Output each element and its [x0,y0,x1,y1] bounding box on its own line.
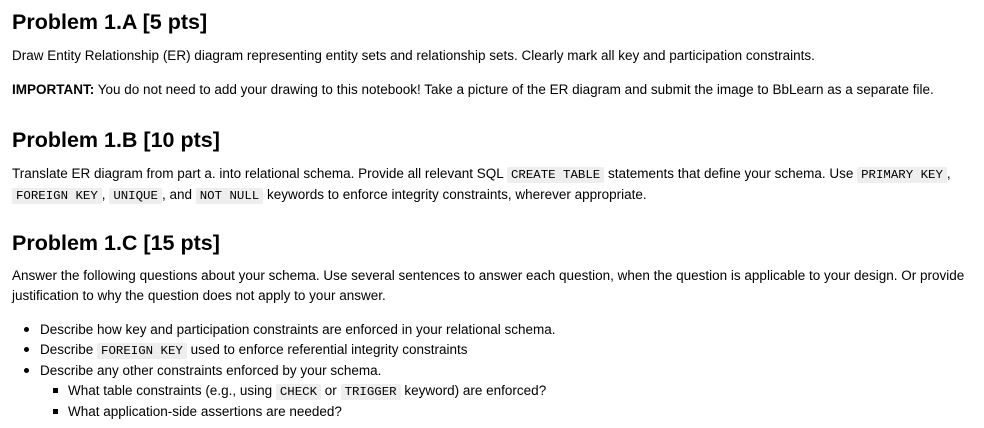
problem-1c-instructions: Answer the following questions about your schema. Use several sentences to answer each question, when the question is applicable to your design. Or provide justification to why the question does not apply to your answer. [12,268,965,303]
text-segment: Translate ER diagram from part a. into relational schema. Provide all relevant SQL [12,166,507,181]
code-unique: UNIQUE [109,188,162,204]
code-check: CHECK [276,384,321,400]
text-segment: keyword) are enforced? [400,383,547,398]
sub-list-item [68,402,556,422]
problem-1c-question-list [12,320,556,422]
sub-question-list [40,381,556,422]
problem-1a-important-note [12,80,934,100]
text-segment: , [946,166,951,181]
problem-1b-instructions [12,164,980,206]
text-segment: keywords to enforce integrity constraints, wherever appropriate. [263,187,647,202]
problem-1a-instructions: Draw Entity Relationship (ER) diagram representing entity sets and relationship sets. Clearly mark all key and participation constraints. [12,48,815,63]
problem-1c-heading: Problem 1.C [15 pts] [12,231,220,255]
problem-1b-heading: Problem 1.B [10 pts] [12,128,220,152]
code-trigger: TRIGGER [341,384,401,400]
code-primary-key: PRIMARY KEY [857,167,947,183]
question-text: Describe how key and participation constraints are enforced in your relational schema. [40,322,556,337]
code-create-table: CREATE TABLE [507,167,604,183]
code-foreign-key: FOREIGN KEY [97,343,187,359]
code-foreign-key: FOREIGN KEY [12,188,102,204]
list-item [40,320,556,340]
question-text: What application-side assertions are needed? [68,404,342,419]
text-segment: Describe [40,342,98,357]
sub-list-item [68,381,556,402]
list-item [40,340,556,361]
important-text: You do not need to add your drawing to this notebook! Take a picture of the ER diagram and submit the image to BbLearn as a separate file. [94,82,934,97]
text-segment: , [101,187,110,202]
text-segment: What table constraints (e.g., using [68,383,276,398]
text-segment: , and [161,187,196,202]
important-label: IMPORTANT: [12,82,95,97]
code-not-null: NOT NULL [196,188,264,204]
question-text: Describe any other constraints enforced by your schema. [40,363,382,378]
text-segment: statements that define your schema. Use [604,166,858,181]
problem-1a-heading: Problem 1.A [5 pts] [12,10,208,34]
text-segment: or [321,383,341,398]
list-item [40,361,556,422]
text-segment: used to enforce referential integrity constraints [186,342,468,357]
